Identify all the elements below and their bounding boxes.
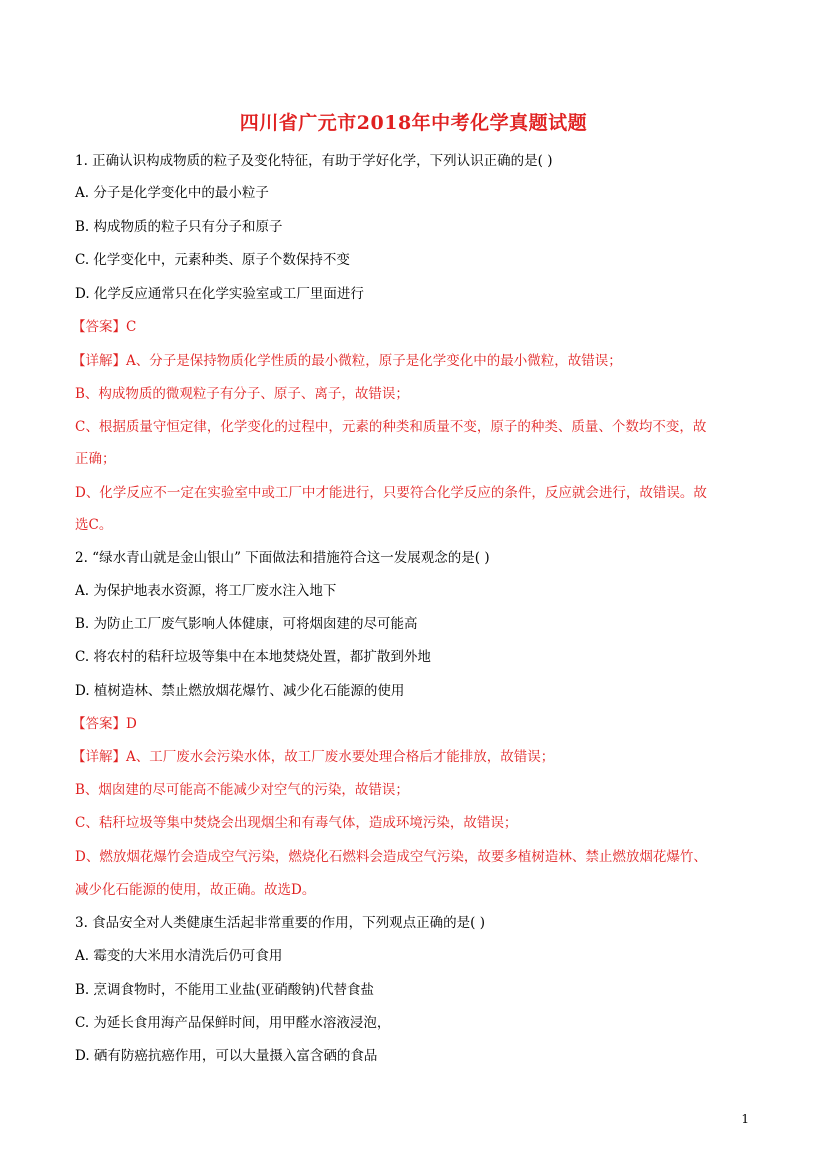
question-2-detail-5: 减少化石能源的使用，故正确。故选D。	[75, 882, 316, 898]
question-1-detail-1: 【详解】A、分子是保持物质化学性质的最小微粒，原子是化学变化中的最小微粒，故错误；	[72, 353, 622, 369]
question-2-detail-2: B、烟囱建的尽可能高不能减少对空气的污染，故错误；	[75, 782, 409, 798]
question-1-detail-4: 正确；	[75, 451, 116, 467]
question-2-option-c: C. 将农村的秸秆垃圾等集中在本地焚烧处置，都扩散到外地	[75, 649, 431, 665]
question-2-answer: 【答案】D	[72, 716, 137, 732]
question-1-detail-6: 选C。	[75, 517, 113, 533]
question-1-option-b: B. 构成物质的粒子只有分子和原子	[75, 219, 283, 235]
question-2-stem: 2. “绿水青山就是金山银山” 下面做法和措施符合这一发展观念的是( )	[75, 550, 490, 566]
question-1-detail-5: D、化学反应不一定在实验室中或工厂中才能进行，只要符合化学反应的条件，反应就会进行，故错误。故	[75, 485, 707, 501]
question-2-detail-4: D、燃放烟花爆竹会造成空气污染，燃烧化石燃料会造成空气污染，故要多植树造林、禁止燃放烟花爆竹、	[75, 849, 707, 865]
question-1-option-d: D. 化学反应通常只在化学实验室或工厂里面进行	[75, 286, 364, 302]
question-3-option-b: B. 烹调食物时，不能用工业盐(亚硝酸钠)代替食盐	[75, 982, 375, 998]
question-1-option-c: C. 化学变化中，元素种类、原子个数保持不变	[75, 252, 350, 268]
question-1-option-a: A. 分子是化学变化中的最小粒子	[75, 185, 269, 201]
question-3-stem: 3. 食品安全对人类健康生活起非常重要的作用，下列观点正确的是( )	[75, 915, 485, 931]
question-1-answer: 【答案】C	[72, 319, 137, 335]
page-title: 四川省广元市2018年中考化学真题试题	[239, 112, 588, 134]
question-1-detail-2: B、构成物质的微观粒子有分子、原子、离子，故错误；	[75, 386, 409, 402]
question-2-option-a: A. 为保护地表水资源，将工厂废水注入地下	[75, 583, 337, 599]
question-3-option-a: A. 霉变的大米用水清洗后仍可食用	[75, 948, 283, 964]
question-3-option-c: C. 为延长食用海产品保鲜时间，用甲醛水溶液浸泡，	[75, 1015, 391, 1031]
question-2-detail-1: 【详解】A、工厂废水会污染水体，故工厂废水要处理合格后才能排放，故错误；	[72, 749, 555, 765]
question-2-option-d: D. 植树造林、禁止燃放烟花爆竹、减少化石能源的使用	[75, 683, 405, 699]
question-1-detail-3: C、根据质量守恒定律，化学变化的过程中，元素的种类和质量不变，原子的种类、质量、个数均不变，故	[75, 419, 707, 435]
question-1-stem: 1. 正确认识构成物质的粒子及变化特征，有助于学好化学，下列认识正确的是( )	[75, 153, 553, 169]
question-2-option-b: B. 为防止工厂废气影响人体健康，可将烟囱建的尽可能高	[75, 616, 418, 632]
page-number: 1	[741, 1112, 749, 1126]
question-2-detail-3: C、秸秆垃圾等集中焚烧会出现烟尘和有毒气体，造成环境污染，故错误；	[75, 815, 518, 831]
question-3-option-d: D. 硒有防癌抗癌作用，可以大量摄入富含硒的食品	[75, 1048, 378, 1064]
